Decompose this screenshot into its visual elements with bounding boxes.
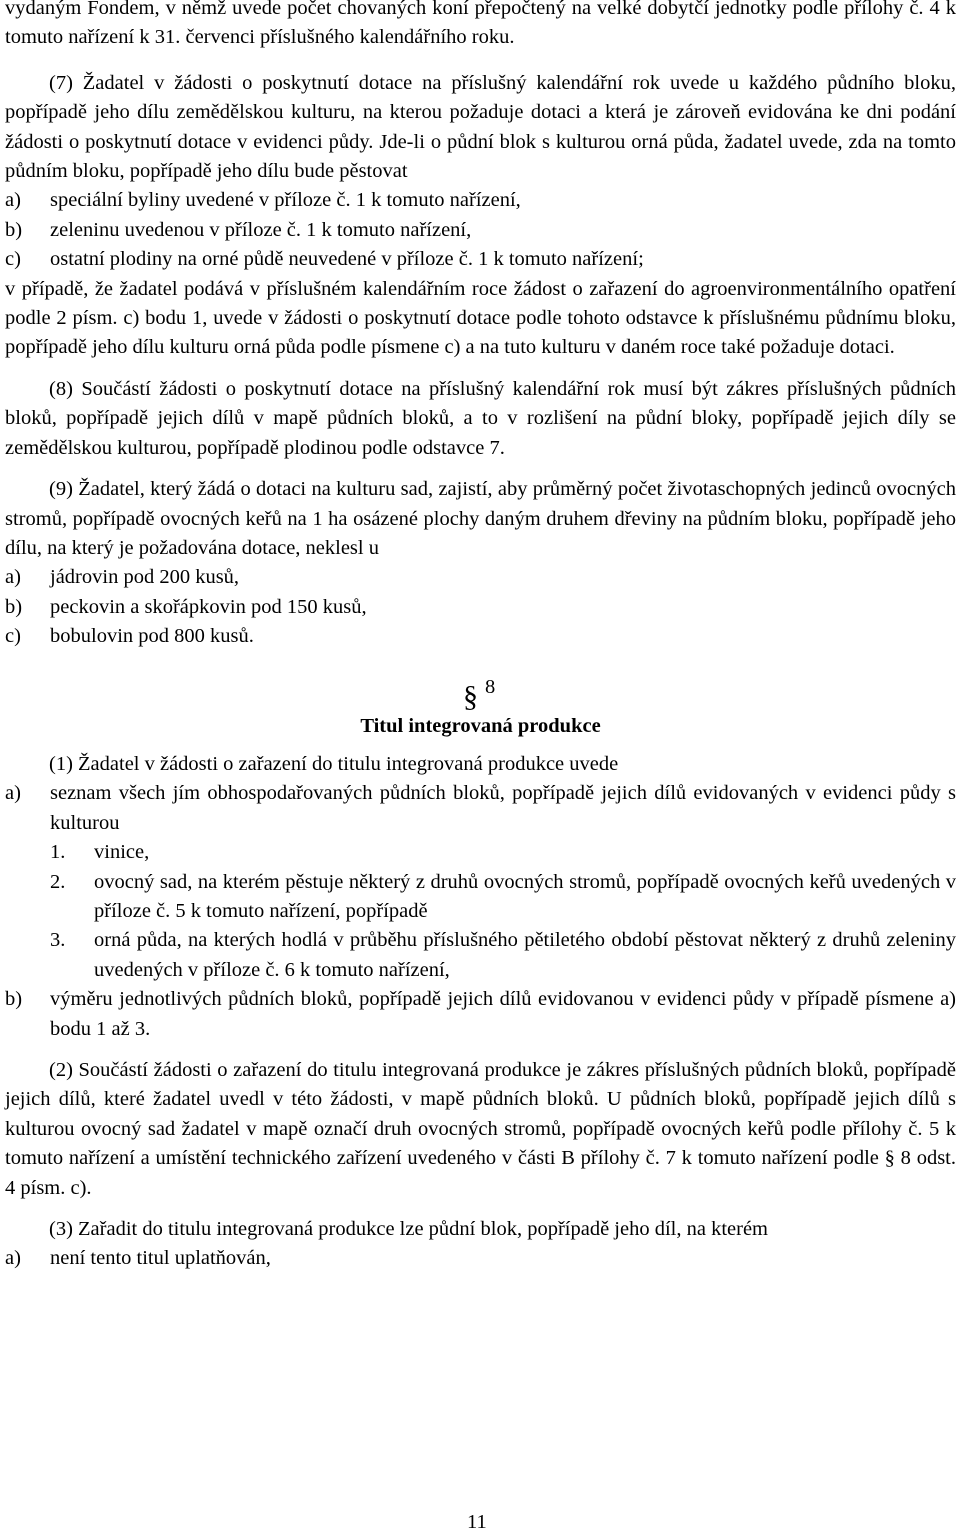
section-8-paragraph-2: (2) Součástí žádosti o zařazení do titulu integrovaná produkce je zákres příslušných půdních bloků, popřípadě jejich dílů, které žadatel uvedl v této žádosti, v mapě půdních bloků. U půdních bloků, popřípadě jejich dílů s kulturou ovocný sad žadatel v mapě označí druh ovocných stromů, popřípadě ovocných keřů podle přílohy č. 5 k tomuto nařízení a umístění technického zařízení uvedeného v části B přílohy č. 7 k tomuto nařízení podle § 8 odst. 4 písm. c). [5,1059,956,1199]
section-heading [5,670,956,713]
page-number: 11 [467,1511,487,1533]
sub-list-item: 2. ovocný sad, na kterém pěstuje některý z druhů ovocných stromů, popřípadě ovocných keřů uvedených v příloze č. 5 k tomuto nařízení, popřípadě [50,870,956,922]
list-item: a) jádrovin pod 200 kusů, [5,566,240,589]
section-title: Titul integrovaná produkce [360,714,601,737]
section-number: 8 [485,675,496,698]
list-item: c) ostatní plodiny na orné půdě neuvedené v příloze č. 1 k tomuto nařízení; [5,248,644,271]
document-page [5,0,956,1274]
section-symbol: § [463,679,478,713]
list-item: a) není tento titul uplatňován, [5,1247,271,1270]
list-item: c) bobulovin pod 800 kusů. [5,625,254,648]
sub-list-item: 1. vinice, [50,841,150,864]
section-8-paragraph-3: (3) Zařadit do titulu integrovaná produkce lze půdní blok, popřípadě jeho díl, na kterém [49,1218,768,1241]
section-8-paragraph-1: (1) Žadatel v žádosti o zařazení do titulu integrovaná produkce uvede [49,752,619,775]
intro-paragraph: vydaným Fondem, v němž uvede počet chovaných koní přepočtený na velké dobytčí jednotky podle přílohy č. 4 k tomuto nařízení k 31. červenci příslušného kalendářního roku. [5,0,956,49]
paragraph-9: (9) Žadatel, který žádá o dotaci na kulturu sad, zajistí, aby průměrný počet životaschopných jedinců ovocných stromů, popřípadě ovocných keřů na 1 ha osázené plochy daným druhem dřeviny na půdním bloku, popřípadě jeho dílu, na který je požadována dotace, neklesl u [5,478,956,559]
list-item: b) výměru jednotlivých půdních bloků, popřípadě jejich dílů evidovanou v evidenci půdy v případě písmene a) bodu 1 až 3. [5,988,956,1040]
sub-list-item: 3. orná půda, na kterých hodlá v průběhu příslušného pětiletého období pěstovat některý z druhů zeleniny uvedených v příloze č. 6 k tomuto nařízení, [50,929,956,981]
list-item: b) zeleninu uvedenou v příloze č. 1 k tomuto nařízení, [5,218,472,241]
list-item: a) seznam všech jím obhospodařovaných půdních bloků, popřípadě jejich dílů evidovaných v evidenci půdy s kulturou [5,782,956,834]
list-item: b) peckovin a skořápkovin pod 150 kusů, [5,595,367,618]
paragraph-7-tail: v případě, že žadatel podává v příslušném kalendářním roce žádost o zařazení do agroenvironmentálního opatření podle 2 písm. c) bodu 1, uvede v žádosti o poskytnutí dotace podle tohoto odstavce k příslušnému půdnímu bloku, popřípadě jeho dílu kulturu orná půda podle písmene c) a na tuto kulturu v daném roce také požaduje dotaci. [5,277,956,359]
paragraph-7: (7) Žadatel v žádosti o poskytnutí dotace na příslušný kalendářní rok uvede u každého půdního bloku, popřípadě jeho dílu zemědělskou kulturu, na kterou požaduje dotaci a která je zároveň evidována ke dni podání žádosti o poskytnutí dotace v evidenci půdy. Jde-li o půdní blok s kulturou orná půda, žadatel uvede, zda na tomto půdním bloku, popřípadě jeho dílu bude pěstovat [5,71,956,183]
paragraph-8: (8) Součástí žádosti o poskytnutí dotace na příslušný kalendářní rok musí být zákres příslušných půdních bloků, popřípadě jejich dílů v mapě půdních bloků, a to v rozlišení na půdní bloky, popřípadě jejich díly se zemědělskou kulturou, popřípadě plodinou podle odstavce 7. [5,377,956,459]
list-item: a) speciální byliny uvedené v příloze č. 1 k tomuto nařízení, [5,189,521,212]
